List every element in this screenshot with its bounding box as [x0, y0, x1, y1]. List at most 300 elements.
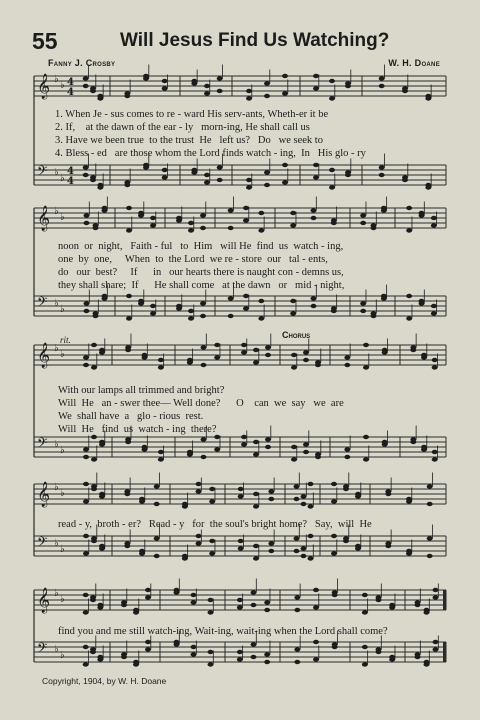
notehead: [433, 595, 439, 599]
notehead: [265, 437, 271, 441]
notehead: [93, 314, 99, 318]
notehead: [97, 183, 103, 187]
notehead: [208, 662, 214, 666]
notehead: [406, 228, 412, 232]
notehead: [154, 502, 160, 506]
bass-clef-icon: 𝄢: [37, 534, 48, 553]
flat-icon: ♭: [60, 349, 65, 360]
flat-icon: ♭: [54, 482, 59, 493]
notehead: [360, 213, 366, 217]
notehead: [265, 345, 271, 349]
notehead: [201, 345, 207, 349]
notehead: [425, 94, 431, 98]
notehead: [433, 640, 439, 644]
notehead: [344, 363, 350, 367]
notehead: [311, 208, 317, 212]
notehead: [145, 588, 151, 592]
notehead: [125, 440, 131, 444]
notehead: [243, 206, 249, 210]
treble-clef-icon: 𝄞: [37, 343, 51, 368]
notehead: [294, 595, 300, 599]
notehead: [406, 294, 412, 298]
notehead: [124, 544, 130, 548]
notehead: [143, 163, 149, 167]
notehead: [331, 309, 337, 313]
notehead: [431, 304, 437, 308]
notehead: [191, 600, 197, 604]
notehead: [83, 645, 89, 649]
notehead: [291, 445, 297, 449]
notehead: [291, 365, 297, 369]
notehead: [83, 173, 89, 177]
notehead: [237, 657, 243, 661]
notehead: [214, 447, 220, 451]
notehead: [93, 226, 99, 230]
notehead: [162, 79, 168, 83]
notehead: [371, 314, 377, 318]
flat-icon: ♭: [60, 173, 65, 184]
notehead: [258, 316, 264, 320]
notehead: [196, 482, 202, 486]
final-barline: [443, 590, 446, 610]
notehead: [243, 294, 249, 298]
notehead: [124, 183, 130, 187]
notehead: [145, 640, 151, 644]
notehead: [83, 165, 89, 169]
notehead: [343, 487, 349, 491]
notehead: [154, 554, 160, 558]
composer-credit: W. H. Doane: [388, 58, 440, 68]
notehead: [126, 294, 132, 298]
notehead: [264, 170, 270, 174]
notehead: [217, 165, 223, 169]
notehead: [363, 457, 369, 461]
lyric-line: read - y, broth - er? Read - y for the soul's bright home? Say, will He: [58, 519, 372, 530]
notehead: [425, 183, 431, 187]
notehead: [432, 457, 438, 461]
notehead: [343, 539, 349, 543]
notehead: [90, 598, 96, 602]
notehead: [133, 608, 139, 612]
notehead: [191, 652, 197, 656]
notehead: [379, 84, 385, 88]
notehead: [419, 211, 425, 215]
notehead: [133, 660, 139, 664]
notehead: [379, 173, 385, 177]
lyric-line: 1. When Je - sus comes to re - ward His serv-ants, Wheth-er it be: [55, 109, 329, 120]
notehead: [421, 445, 427, 449]
notehead: [125, 348, 131, 352]
lyric-line: one by one, When to the Lord we re - store our tal - ents,: [58, 254, 328, 265]
notehead: [208, 610, 214, 614]
notehead: [308, 504, 314, 508]
notehead: [410, 348, 416, 352]
notehead: [214, 343, 220, 347]
bass-clef-icon: 𝄢: [37, 294, 48, 313]
notehead: [99, 348, 105, 352]
notehead: [251, 655, 257, 659]
notehead: [246, 178, 252, 182]
notehead: [182, 502, 188, 506]
notehead: [228, 296, 234, 300]
notehead: [313, 605, 319, 609]
notehead: [217, 76, 223, 80]
notehead: [97, 603, 103, 607]
notehead: [139, 497, 145, 501]
lyric-line: We shall have a glo - rious rest.: [58, 411, 204, 422]
notehead: [363, 365, 369, 369]
notehead: [124, 94, 130, 98]
notehead: [376, 650, 382, 654]
notehead: [204, 173, 210, 177]
notehead: [282, 91, 288, 95]
notehead: [237, 598, 243, 602]
flat-icon: ♭: [60, 488, 65, 499]
notehead: [311, 216, 317, 220]
notehead: [253, 360, 259, 364]
notehead: [102, 206, 108, 210]
notehead: [376, 598, 382, 602]
hymn-title: Will Jesus Find Us Watching?: [120, 30, 390, 51]
lyric-line: do our best? If in our hearts there is naught con - demns us,: [58, 267, 344, 278]
notehead: [268, 497, 274, 501]
notehead: [294, 497, 300, 501]
flat-icon: ♭: [60, 650, 65, 661]
treble-clef-icon: 𝄞: [37, 206, 51, 231]
notehead: [83, 447, 89, 451]
notehead: [90, 650, 96, 654]
notehead: [329, 185, 335, 189]
notehead: [402, 89, 408, 93]
time-signature: 4: [67, 77, 74, 88]
notehead: [201, 437, 207, 441]
notehead: [379, 165, 385, 169]
notehead: [308, 556, 314, 560]
notehead: [84, 213, 90, 217]
notehead: [258, 228, 264, 232]
notehead: [145, 595, 151, 599]
notehead: [243, 218, 249, 222]
treble-clef-icon: 𝄞: [37, 482, 51, 507]
notehead: [91, 539, 97, 543]
notehead: [379, 76, 385, 80]
notehead: [389, 655, 395, 659]
notehead: [313, 175, 319, 179]
notehead: [433, 588, 439, 592]
notehead: [290, 211, 296, 215]
notehead: [264, 600, 270, 604]
lyricist-credit: Fanny J. Crosby: [48, 58, 116, 68]
notehead: [102, 294, 108, 298]
notehead: [90, 178, 96, 182]
notehead: [162, 168, 168, 172]
flat-icon: ♭: [54, 588, 59, 599]
notehead: [303, 442, 309, 446]
notehead: [204, 180, 210, 184]
notehead: [191, 79, 197, 83]
notehead: [355, 492, 361, 496]
notehead: [158, 365, 164, 369]
time-signature: 4: [67, 166, 74, 177]
notehead: [217, 178, 223, 182]
notehead: [191, 168, 197, 172]
notehead: [83, 499, 89, 503]
notehead: [238, 494, 244, 498]
notehead: [246, 89, 252, 93]
notehead: [331, 221, 337, 225]
notehead: [268, 489, 274, 493]
notehead: [142, 353, 148, 357]
notehead: [382, 348, 388, 352]
notehead: [217, 89, 223, 93]
notehead: [83, 482, 89, 486]
flat-icon: ♭: [60, 304, 65, 315]
notehead: [268, 541, 274, 545]
notehead: [313, 86, 319, 90]
notehead: [253, 440, 259, 444]
notehead: [360, 301, 366, 305]
notehead: [385, 492, 391, 496]
notehead: [294, 608, 300, 612]
notehead: [238, 539, 244, 543]
lyric-line: 4. Bless - ed are those whom the Lord finds watch - ing, In His glo - ry: [55, 148, 366, 159]
notehead: [345, 173, 351, 177]
notehead: [303, 350, 309, 354]
notehead: [308, 534, 314, 538]
notehead: [332, 645, 338, 649]
flat-icon: ♭: [60, 80, 65, 91]
notehead: [329, 96, 335, 100]
notehead: [282, 74, 288, 78]
hymn-number: 55: [32, 28, 58, 54]
notehead: [432, 365, 438, 369]
notehead: [264, 183, 270, 187]
notehead: [282, 163, 288, 167]
notehead: [253, 492, 259, 496]
notehead: [83, 363, 89, 367]
notehead: [406, 316, 412, 320]
ritardando-marking: rit.: [60, 335, 71, 345]
notehead: [237, 650, 243, 654]
notehead: [427, 502, 433, 506]
notehead: [268, 549, 274, 553]
notehead: [265, 353, 271, 357]
notehead: [264, 81, 270, 85]
notehead: [174, 640, 180, 644]
notehead: [150, 216, 156, 220]
notehead: [208, 650, 214, 654]
notehead: [238, 546, 244, 550]
lyric-line: With our lamps all trimmed and bright?: [58, 385, 225, 396]
notehead: [176, 304, 182, 308]
notehead: [331, 499, 337, 503]
notehead: [290, 311, 296, 315]
notehead: [187, 450, 193, 454]
lyric-line: Will He find us watch - ing there?: [58, 424, 217, 435]
notehead: [432, 450, 438, 454]
notehead: [360, 309, 366, 313]
bass-clef-icon: 𝄢: [37, 435, 48, 454]
notehead: [265, 445, 271, 449]
notehead: [253, 556, 259, 560]
copyright-notice: Copyright, 1904, by W. H. Doane: [42, 676, 167, 686]
notehead: [290, 223, 296, 227]
notehead: [228, 226, 234, 230]
notehead: [188, 221, 194, 225]
notehead: [201, 363, 207, 367]
notehead: [138, 211, 144, 215]
notehead: [410, 440, 416, 444]
notehead: [264, 652, 270, 656]
notehead: [385, 544, 391, 548]
time-signature: 4: [67, 176, 74, 187]
notehead: [214, 355, 220, 359]
notehead: [294, 484, 300, 488]
notehead: [432, 358, 438, 362]
notehead: [99, 544, 105, 548]
notehead: [313, 657, 319, 661]
notehead: [308, 482, 314, 486]
notehead: [331, 482, 337, 486]
notehead: [431, 311, 437, 315]
notehead: [200, 314, 206, 318]
notehead: [91, 365, 97, 369]
notehead: [237, 605, 243, 609]
notehead: [433, 647, 439, 651]
notehead: [294, 549, 300, 553]
flat-icon: ♭: [60, 544, 65, 555]
notehead: [253, 452, 259, 456]
notehead: [228, 314, 234, 318]
notehead: [427, 554, 433, 558]
notehead: [291, 457, 297, 461]
notehead: [419, 299, 425, 303]
notehead: [162, 86, 168, 90]
notehead: [415, 603, 421, 607]
notehead: [381, 294, 387, 298]
flat-icon: ♭: [60, 445, 65, 456]
notehead: [362, 645, 368, 649]
notehead: [143, 74, 149, 78]
notehead: [389, 603, 395, 607]
notehead: [99, 492, 105, 496]
notehead: [209, 539, 215, 543]
notehead: [382, 440, 388, 444]
notehead: [208, 598, 214, 602]
lyric-line: find you and me still watch-ing, Wait-ing, wait-ing when the Lord shall come?: [58, 626, 388, 637]
notehead: [427, 484, 433, 488]
notehead: [258, 299, 264, 303]
flat-icon: ♭: [54, 538, 59, 549]
notehead: [97, 655, 103, 659]
notehead: [150, 223, 156, 227]
notehead: [291, 353, 297, 357]
notehead: [196, 541, 202, 545]
bass-clef-icon: 𝄢: [37, 640, 48, 659]
notehead: [362, 610, 368, 614]
notehead: [174, 588, 180, 592]
notehead: [83, 76, 89, 80]
notehead: [331, 551, 337, 555]
notehead: [313, 74, 319, 78]
notehead: [196, 534, 202, 538]
notehead: [145, 647, 151, 651]
flat-icon: ♭: [54, 206, 59, 217]
bass-clef-icon: 𝄢: [37, 163, 48, 182]
notehead: [188, 309, 194, 313]
lyric-line: 3. Have we been true to the trust He left us? Do we seek to: [55, 135, 323, 146]
notehead: [196, 489, 202, 493]
notehead: [360, 221, 366, 225]
notehead: [83, 355, 89, 359]
notehead: [246, 185, 252, 189]
notehead: [253, 348, 259, 352]
notehead: [90, 89, 96, 93]
notehead: [363, 435, 369, 439]
notehead: [371, 226, 377, 230]
notehead: [301, 502, 307, 506]
notehead: [402, 178, 408, 182]
flat-icon: ♭: [60, 594, 65, 605]
notehead: [251, 603, 257, 607]
notehead: [421, 353, 427, 357]
notehead: [344, 455, 350, 459]
time-signature: 4: [67, 87, 74, 98]
notehead: [204, 84, 210, 88]
notehead: [158, 457, 164, 461]
notehead: [142, 445, 148, 449]
notehead: [331, 534, 337, 538]
notehead: [154, 536, 160, 540]
notehead: [154, 484, 160, 488]
notehead: [200, 213, 206, 217]
notehead: [150, 311, 156, 315]
notehead: [182, 554, 188, 558]
notehead: [406, 549, 412, 553]
notehead: [303, 450, 309, 454]
notehead: [406, 206, 412, 210]
notehead: [264, 94, 270, 98]
notehead: [91, 457, 97, 461]
notehead: [209, 487, 215, 491]
notehead: [301, 554, 307, 558]
notehead: [264, 660, 270, 664]
notehead: [83, 610, 89, 614]
notehead: [158, 358, 164, 362]
notehead: [258, 211, 264, 215]
notehead: [381, 206, 387, 210]
notehead: [311, 296, 317, 300]
notehead: [126, 206, 132, 210]
notehead: [303, 358, 309, 362]
notehead: [201, 455, 207, 459]
notehead: [191, 593, 197, 597]
notehead: [158, 450, 164, 454]
notehead: [290, 299, 296, 303]
notehead: [251, 642, 257, 646]
notehead: [241, 442, 247, 446]
notehead: [84, 309, 90, 313]
notehead: [415, 655, 421, 659]
notehead: [121, 655, 127, 659]
notehead: [315, 455, 321, 459]
flat-icon: ♭: [60, 212, 65, 223]
chorus-marking: Chorus: [282, 330, 311, 340]
notehead: [83, 662, 89, 666]
notehead: [424, 660, 430, 664]
notehead: [243, 306, 249, 310]
notehead: [251, 590, 257, 594]
